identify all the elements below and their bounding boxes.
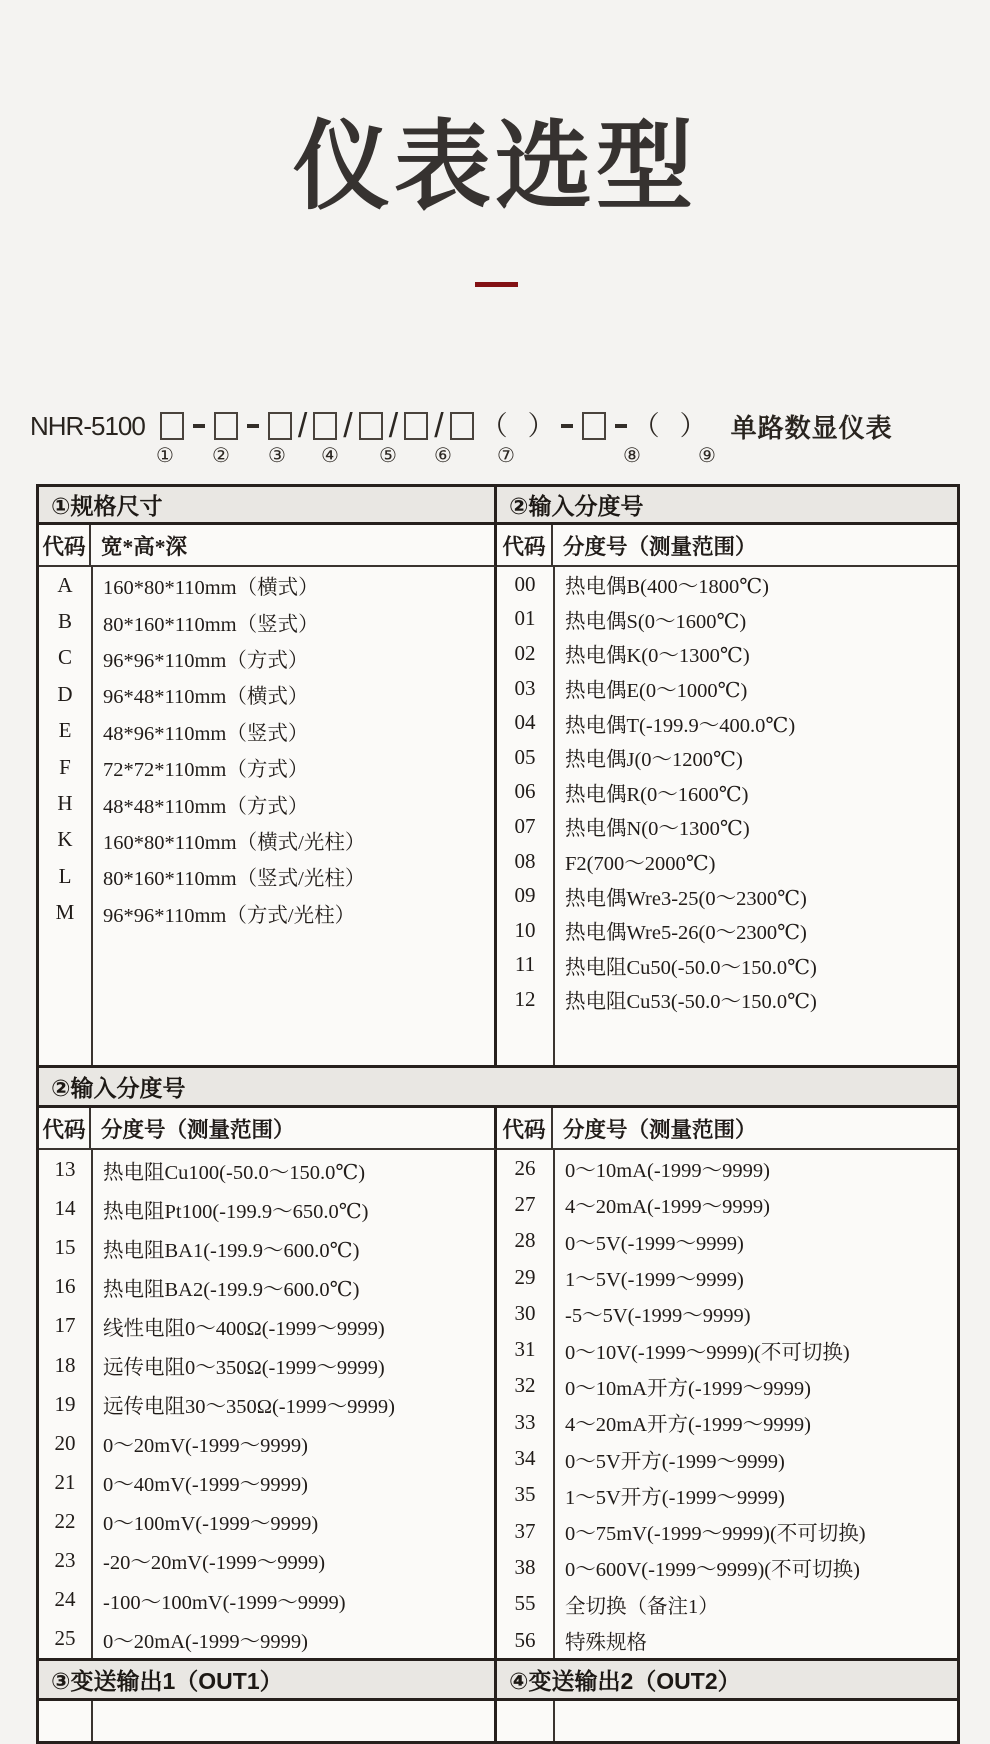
table-row <box>497 1549 957 1585</box>
dash-separator <box>561 424 573 428</box>
row-value: 0～40mV(-1999～9999) <box>103 1474 308 1497</box>
selection-table <box>36 484 960 1744</box>
row-code: 10 <box>514 917 536 942</box>
table-row <box>497 1513 957 1549</box>
row-value: 远传电阻0～350Ω(-1999～9999) <box>103 1357 385 1380</box>
table-row <box>497 636 957 671</box>
col-header-code: 代码 <box>497 525 553 565</box>
section2-header: ②输入分度号 <box>497 487 957 522</box>
row-code: 34 <box>514 1446 536 1471</box>
title-underline <box>475 282 518 287</box>
row-value: 热电阻Pt100(-199.9～650.0℃) <box>103 1200 369 1223</box>
row-code: 19 <box>54 1391 76 1416</box>
row-value: 48*48*110mm（方式） <box>103 795 309 818</box>
row-value: -100～100mV(-1999～9999) <box>103 1591 346 1614</box>
col-header-code: 代码 <box>39 1108 91 1148</box>
row-code: C <box>57 645 72 670</box>
table-row <box>39 1345 494 1384</box>
table-row <box>497 1477 957 1513</box>
table-row <box>39 822 494 858</box>
table-row <box>39 1424 494 1463</box>
table-row <box>39 713 494 749</box>
row-code: 13 <box>54 1157 76 1182</box>
position-marker: ④ <box>321 445 339 467</box>
table-row <box>497 844 957 879</box>
row-value: 80*160*110mm（竖式） <box>103 613 319 636</box>
row-code: 32 <box>514 1373 536 1398</box>
position-marker: ⑤ <box>379 445 397 467</box>
table-row <box>497 602 957 637</box>
table-row <box>497 913 957 948</box>
col-header-code: 代码 <box>39 525 91 565</box>
position-marker: ③ <box>268 445 286 467</box>
row-code: 28 <box>514 1228 536 1253</box>
row-value: 热电偶N(0～1300℃) <box>565 818 750 841</box>
row-value: 96*48*110mm（横式） <box>103 686 309 709</box>
table-row <box>497 878 957 913</box>
row-value: 热电偶R(0～1600℃) <box>565 783 749 806</box>
input-code-list-right <box>497 1150 957 1658</box>
table-row <box>497 705 957 740</box>
row-value: 热电偶B(400～1800℃) <box>565 576 770 599</box>
table-row <box>39 1150 494 1189</box>
page-title: 仪表选型 <box>293 112 697 221</box>
row-value: 特殊规格 <box>565 1632 647 1654</box>
row-code: 11 <box>514 952 536 977</box>
section2b-left-col-headers <box>39 1108 497 1150</box>
col-header-label: 分度号（测量范围） <box>101 1117 295 1142</box>
position-marker: ⑥ <box>434 445 452 467</box>
row-code: 20 <box>54 1430 76 1455</box>
model-box <box>404 412 428 440</box>
table-row <box>39 1580 494 1619</box>
row-value: 0～10mA(-1999～9999) <box>565 1160 770 1183</box>
section2-continued-header: ②输入分度号 <box>39 1065 957 1108</box>
table-row <box>39 1541 494 1580</box>
table-row <box>497 1223 957 1259</box>
paren: ） <box>679 410 707 441</box>
col-header-label: 宽*高*深 <box>101 534 188 559</box>
model-prefix: NHR-5100 <box>30 410 145 441</box>
row-code: 33 <box>514 1409 536 1434</box>
row-value: -5～5V(-1999～9999) <box>565 1305 751 1328</box>
table-row <box>497 1331 957 1367</box>
section-header-row-1 <box>39 487 957 525</box>
section3-header: ③变送输出1（OUT1） <box>39 1661 497 1701</box>
table-row <box>497 1440 957 1476</box>
row-code: 24 <box>54 1587 76 1612</box>
data-area-top <box>39 567 957 1065</box>
row-value: 0～5V开方(-1999～9999) <box>565 1450 785 1473</box>
row-value: 热电阻Cu100(-50.0～150.0℃) <box>103 1161 366 1184</box>
row-code: 56 <box>514 1627 536 1652</box>
row-code: 03 <box>514 675 536 700</box>
section2-col-headers <box>497 525 957 567</box>
paren: ） <box>527 410 555 441</box>
table-row <box>39 1502 494 1541</box>
row-value: 热电偶Wre3-25(0～2300℃) <box>565 887 807 910</box>
row-value: 0～100mV(-1999～9999) <box>103 1513 319 1536</box>
paren: （ <box>632 410 660 441</box>
row-value: 96*96*110mm（方式） <box>103 649 309 672</box>
slash-separator: / <box>297 407 308 445</box>
row-value: 160*80*110mm（横式/光柱） <box>103 831 366 854</box>
row-value: 热电偶T(-199.9～400.0℃) <box>565 714 796 737</box>
model-box <box>160 412 184 440</box>
table-row <box>497 1404 957 1440</box>
position-marker: ⑨ <box>698 445 716 467</box>
row-code: 26 <box>514 1155 536 1180</box>
row-value: 热电偶J(0～1200℃) <box>565 749 743 772</box>
row-code: A <box>57 572 73 597</box>
col-header-label: 分度号（测量范围） <box>563 534 757 559</box>
table-row <box>39 1267 494 1306</box>
column-header-row-1 <box>39 525 957 567</box>
section-header-row-2 <box>39 1658 957 1701</box>
row-value: 0～10mA开方(-1999～9999) <box>565 1377 811 1400</box>
row-value: 远传电阻30～350Ω(-1999～9999) <box>103 1396 395 1419</box>
row-value: 72*72*110mm（方式） <box>103 759 309 782</box>
row-value: 热电阻Cu50(-50.0～150.0℃) <box>565 956 817 979</box>
table-row <box>39 1619 494 1658</box>
col-header-code: 代码 <box>497 1108 553 1148</box>
row-code: 15 <box>54 1235 76 1260</box>
model-box <box>268 412 292 440</box>
row-code: 29 <box>514 1264 536 1289</box>
section1-col-headers <box>39 525 497 567</box>
row-value: 48*96*110mm（竖式） <box>103 722 309 745</box>
slash-separator: / <box>388 407 399 445</box>
table-row <box>39 640 494 676</box>
table-row <box>39 785 494 821</box>
row-code: 16 <box>54 1274 76 1299</box>
slash-separator: / <box>343 407 353 445</box>
table-row <box>497 740 957 775</box>
position-marker: ⑧ <box>623 445 641 467</box>
table-row <box>497 775 957 810</box>
position-marker: ② <box>212 445 230 467</box>
model-box <box>450 412 474 440</box>
row-code: 04 <box>514 710 536 735</box>
row-value: 热电阻BA1(-199.9～600.0℃) <box>103 1239 360 1262</box>
size-code-list <box>39 567 497 1065</box>
row-value: 全切换（备注1） <box>565 1595 719 1618</box>
table-row <box>39 567 494 603</box>
row-value: 0～20mA(-1999～9999) <box>103 1630 308 1653</box>
cutoff-right <box>497 1701 957 1741</box>
row-value: 80*160*110mm（竖式/光柱） <box>103 868 366 891</box>
table-row <box>497 1295 957 1331</box>
position-marker: ⑦ <box>497 445 515 467</box>
row-code: 23 <box>54 1547 76 1572</box>
section2b-right-col-headers <box>497 1108 957 1150</box>
row-code: H <box>57 791 73 816</box>
row-code: 07 <box>514 813 536 838</box>
row-code: E <box>58 718 72 743</box>
row-code: 25 <box>54 1626 76 1651</box>
row-value: -20～20mV(-1999～9999) <box>103 1552 326 1575</box>
row-code: 27 <box>514 1191 536 1216</box>
row-value: 0～5V(-1999～9999) <box>565 1232 744 1255</box>
row-code: 14 <box>54 1196 76 1221</box>
table-row <box>497 1622 957 1658</box>
row-code: 35 <box>514 1482 536 1507</box>
row-code: 12 <box>514 986 536 1011</box>
section1-header: ①规格尺寸 <box>39 487 497 522</box>
model-box <box>359 412 383 440</box>
row-value: 0～10V(-1999～9999)(不可切换) <box>565 1341 850 1364</box>
input-code-list-left <box>39 1150 497 1658</box>
table-row <box>497 1259 957 1295</box>
row-code: M <box>55 900 75 925</box>
table-row <box>39 858 494 894</box>
row-value: 4～20mA(-1999～9999) <box>565 1196 770 1219</box>
table-row <box>39 1306 494 1345</box>
row-value: 热电偶K(0～1300℃) <box>565 645 750 668</box>
row-value: 0～75mV(-1999～9999)(不可切换) <box>565 1523 866 1546</box>
row-code: F <box>59 754 71 779</box>
data-area-bottom <box>39 1150 957 1658</box>
row-code: 01 <box>514 606 536 631</box>
row-code: 02 <box>514 640 536 665</box>
row-code: L <box>58 863 72 888</box>
row-value: 4～20mA开方(-1999～9999) <box>565 1414 811 1437</box>
row-code: 18 <box>54 1352 76 1377</box>
row-code: 21 <box>54 1469 76 1494</box>
table-row <box>497 671 957 706</box>
col-header-label: 分度号（测量范围） <box>563 1117 757 1142</box>
table-row <box>497 1586 957 1622</box>
table-row <box>497 1150 957 1186</box>
table-row <box>497 809 957 844</box>
row-code: 09 <box>514 883 536 908</box>
table-row <box>497 982 957 1017</box>
paren: （ <box>480 410 508 441</box>
table-row <box>497 567 957 602</box>
row-value: 热电阻BA2(-199.9～600.0℃) <box>103 1278 360 1301</box>
dash-separator <box>247 424 259 428</box>
row-code: 30 <box>514 1300 536 1325</box>
table-row <box>39 1228 494 1267</box>
row-value: 160*80*110mm（横式） <box>103 577 319 600</box>
dash-separator <box>193 424 205 428</box>
row-code: 31 <box>514 1337 536 1362</box>
table-row <box>39 1385 494 1424</box>
row-code: 05 <box>514 744 536 769</box>
table-row <box>497 1368 957 1404</box>
row-code: 55 <box>514 1591 536 1616</box>
row-value: F2(700～2000℃) <box>565 853 716 876</box>
slash-separator: / <box>434 407 444 445</box>
table-row <box>497 948 957 983</box>
row-code: 38 <box>514 1554 536 1579</box>
column-header-row-2 <box>39 1108 957 1150</box>
row-value: 1～5V开方(-1999～9999) <box>565 1486 785 1509</box>
model-box <box>313 412 337 440</box>
model-box <box>214 412 238 440</box>
position-marker: ① <box>156 445 174 467</box>
model-code-line <box>30 408 893 444</box>
dash-separator <box>615 424 627 428</box>
table-row <box>39 603 494 639</box>
row-value: 线性电阻0～400Ω(-1999～9999) <box>103 1317 385 1340</box>
row-code: 17 <box>54 1313 76 1338</box>
row-value: 0～600V(-1999～9999)(不可切换) <box>565 1559 860 1582</box>
row-code: B <box>57 609 72 634</box>
input-code-list-top <box>497 567 957 1065</box>
position-markers <box>0 443 990 467</box>
row-code: 37 <box>514 1518 536 1543</box>
model-product-name: 单路数显仪表 <box>730 412 893 443</box>
table-row <box>497 1186 957 1222</box>
section4-header: ④变送输出2（OUT2） <box>497 1661 957 1701</box>
cutoff-left <box>39 1701 497 1741</box>
row-code: D <box>57 681 73 706</box>
row-value: 热电偶Wre5-26(0～2300℃) <box>565 922 807 945</box>
row-value: 0～20mV(-1999～9999) <box>103 1435 308 1458</box>
row-code: 08 <box>514 848 536 873</box>
table-row <box>39 1463 494 1502</box>
row-value: 热电偶S(0～1600℃) <box>565 610 747 633</box>
table-row <box>39 676 494 712</box>
model-pattern <box>155 409 709 443</box>
row-code: 00 <box>514 571 536 596</box>
row-code: 22 <box>54 1508 76 1533</box>
row-code: K <box>57 827 73 852</box>
row-value: 1～5V(-1999～9999) <box>565 1269 744 1292</box>
row-value: 热电偶E(0～1000℃) <box>565 680 748 703</box>
model-box <box>582 412 606 440</box>
table-row <box>39 895 494 931</box>
cutoff-row <box>39 1701 957 1741</box>
row-value: 96*96*110mm（方式/光柱） <box>103 904 356 927</box>
row-value: 热电阻Cu53(-50.0～150.0℃) <box>565 991 817 1014</box>
row-code: 06 <box>514 779 536 804</box>
table-row <box>39 1189 494 1228</box>
table-row <box>39 749 494 785</box>
